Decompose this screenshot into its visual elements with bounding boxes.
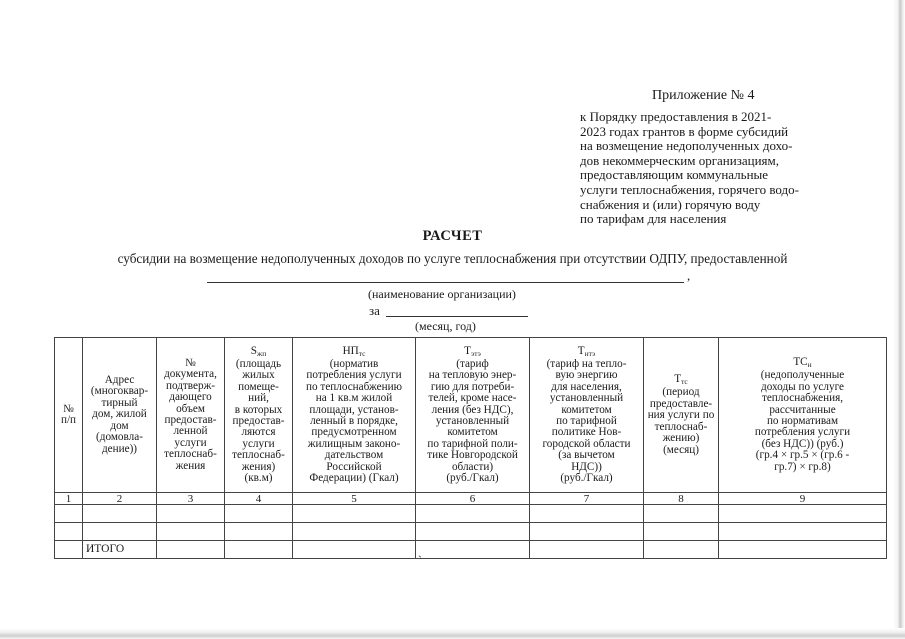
- appendix-line: по тарифам для населения: [580, 211, 727, 227]
- header-text-line: (месяц): [663, 443, 699, 456]
- header-text: [720, 370, 885, 473]
- column-number: 8: [644, 493, 719, 505]
- appendix-line: к Порядку предоставления в 2021-: [580, 109, 772, 124]
- table-row: [55, 505, 887, 523]
- header-row: [55, 338, 887, 493]
- header-text-line: гию для потреби-: [430, 380, 515, 393]
- table-cell[interactable]: [530, 541, 644, 559]
- header-text-line: потребления услуги: [754, 426, 851, 439]
- header-text-line: (площадь: [235, 357, 282, 370]
- header-text: [531, 359, 642, 484]
- total-label: ИТОГО: [83, 541, 157, 559]
- column-number: 5: [293, 493, 416, 505]
- header-text-line: площади, установ-: [309, 403, 399, 416]
- header-text-line: (домовла-: [96, 431, 143, 444]
- header-text-line: №: [63, 402, 74, 415]
- header-text-line: потребления услуги: [306, 369, 402, 382]
- header-text-line: (без НДС)) (руб.): [761, 437, 844, 450]
- header-text-line: ленный в порядке,: [310, 415, 398, 427]
- table-cell[interactable]: [416, 523, 530, 541]
- document-subtitle: субсидии на возмещение недополученных доходов по услуге теплоснабжения при отсутствии ОДПУ, предоставленной: [117, 251, 788, 266]
- column-number: 7: [530, 493, 644, 505]
- header-text-line: области): [451, 460, 494, 473]
- calculation-table: [54, 337, 887, 559]
- table-cell[interactable]: [225, 523, 293, 541]
- column-number: 3: [157, 493, 225, 505]
- column-number: 6: [416, 493, 530, 505]
- header-text: [84, 375, 155, 455]
- header-text-line: по тарифной: [556, 415, 617, 427]
- header-text-line: дом: [110, 419, 129, 432]
- table-cell[interactable]: [293, 523, 416, 541]
- organization-caption: (наименование организации): [368, 287, 516, 301]
- header-text-line: комитетом: [447, 426, 498, 439]
- header-text-line: дательством: [324, 449, 384, 462]
- header-text-line: жения: [175, 459, 206, 472]
- header-text-line: вую энергию: [555, 369, 618, 382]
- header-cell-period: [644, 338, 719, 493]
- header-text-line: предостав-: [232, 415, 285, 427]
- header-text-line: п/п: [60, 414, 77, 426]
- table-cell[interactable]: [55, 523, 83, 541]
- header-text-line: №: [185, 356, 196, 369]
- table-cell[interactable]: [530, 505, 644, 523]
- header-symbol: $Т_{нтэ}$: [577, 344, 596, 358]
- header-text-line: жилых: [242, 369, 275, 382]
- table-cell: [55, 541, 83, 559]
- stray-pen-mark: `: [418, 553, 422, 567]
- header-text-line: подтверж-: [165, 379, 216, 392]
- header-text-line: комитетом: [561, 403, 612, 416]
- appendix-line: 2023 годах грантов в форме субсидий: [580, 123, 789, 139]
- table-cell[interactable]: [83, 523, 157, 541]
- header-text: [645, 387, 717, 455]
- table-cell[interactable]: [416, 541, 530, 559]
- header-text-line: предоставле-: [649, 397, 713, 410]
- header-text-line: НДС)): [571, 460, 602, 473]
- header-text-line: Федерации) (Гкал): [309, 472, 399, 485]
- header-text-line: по теплоснабжению: [306, 380, 402, 393]
- table-cell[interactable]: [293, 541, 416, 559]
- column-number: 2: [83, 493, 157, 505]
- header-text-line: (гр.4 × гр.5 × (гр.6 -: [755, 449, 850, 462]
- appendix-text: [580, 110, 850, 227]
- header-symbol: $S_{жп}$: [250, 344, 267, 358]
- header-text-line: дающего: [169, 391, 212, 404]
- header-text-line: Адрес: [104, 374, 135, 387]
- header-text-line: (за вычетом: [558, 449, 615, 462]
- header-text: [56, 404, 81, 427]
- table-cell[interactable]: [530, 523, 644, 541]
- header-cell-num: [55, 338, 83, 493]
- table-cell[interactable]: [83, 505, 157, 523]
- header-text-line: теплоснаб-: [654, 420, 708, 433]
- header-cell-norm: [293, 338, 416, 493]
- appendix-line: снабжения и (или) горячую воду: [580, 196, 761, 212]
- header-text-line: установленный: [435, 415, 510, 427]
- header-text-line: Российской: [326, 460, 382, 473]
- table-cell[interactable]: [719, 523, 887, 541]
- table-cell[interactable]: [416, 505, 530, 523]
- column-number-row: [55, 493, 887, 505]
- header-text-line: документа,: [164, 368, 217, 381]
- header-text-line: дом, жилой: [92, 408, 147, 421]
- table-cell[interactable]: [719, 505, 887, 523]
- header-cell-lost-income: [719, 338, 887, 493]
- table-cell[interactable]: [293, 505, 416, 523]
- header-text-line: услуги: [242, 437, 275, 450]
- period-prefix: за: [369, 303, 380, 318]
- table-cell[interactable]: [644, 541, 719, 559]
- total-row: [55, 541, 887, 559]
- table-cell[interactable]: [644, 505, 719, 523]
- scan-edge-right: [893, 0, 905, 639]
- header-text-line: на тепловую энер-: [428, 369, 517, 382]
- header-text-line: тике Новгородской: [427, 449, 518, 462]
- header-text-line: на 1 кв.м жилой: [315, 392, 393, 405]
- header-text-line: городской области: [542, 437, 631, 450]
- document-title: РАСЧЕТ: [422, 228, 483, 244]
- header-text-line: предусмотренном: [311, 426, 397, 439]
- header-text: [417, 359, 528, 484]
- appendix-line: на возмещение недополученных дохо-: [580, 138, 793, 154]
- table-cell[interactable]: [157, 523, 225, 541]
- header-text-line: ленной: [173, 425, 208, 438]
- header-text-line: тирный: [101, 396, 138, 409]
- period-caption: (месяц, год): [415, 319, 476, 333]
- organization-name-blank[interactable]: [207, 282, 684, 283]
- column-number: 1: [55, 493, 83, 505]
- period-blank[interactable]: [386, 316, 528, 317]
- header-symbol: $ТС_н$: [793, 355, 812, 369]
- header-text-line: жения): [241, 460, 276, 473]
- header-text-line: для населения,: [551, 380, 622, 393]
- header-text-line: помеще-: [238, 380, 279, 393]
- header-symbol: $НП_{тс}$: [342, 344, 366, 358]
- header-text-line: телей, кроме насе-: [428, 392, 517, 405]
- table-row: [55, 523, 887, 541]
- header-text-line: ления (без НДС),: [431, 403, 514, 416]
- header-text-line: в которых: [234, 403, 283, 416]
- header-text-line: установленный: [549, 392, 624, 405]
- table-cell[interactable]: [225, 541, 293, 559]
- header-text-line: (период: [662, 386, 700, 399]
- column-number: 9: [719, 493, 887, 505]
- header-text-line: жению): [662, 432, 700, 445]
- appendix-line: дов некоммерческим организациям,: [580, 152, 779, 168]
- header-cell-tariff-population: [530, 338, 644, 493]
- header-text-line: теплоснаб-: [232, 449, 285, 462]
- header-symbol: $Т_{тс}$: [674, 373, 688, 387]
- table-cell[interactable]: [55, 505, 83, 523]
- header-text-line: по тарифной поли-: [427, 437, 518, 450]
- header-text-line: (кв.м): [244, 472, 273, 485]
- header-text-line: политике Нов-: [551, 426, 622, 439]
- header-text-line: теплоснаб-: [164, 448, 217, 461]
- header-symbol: $Т_{этэ}$: [464, 344, 481, 358]
- header-text-line: ния услуги по: [647, 409, 715, 422]
- header-text: [294, 359, 414, 484]
- header-text-line: (многоквар-: [90, 385, 149, 398]
- header-text-line: (тариф: [456, 357, 489, 370]
- header-text: [158, 358, 223, 472]
- scan-edge-bottom: [0, 628, 905, 639]
- header-text-line: доходы по услуге: [761, 380, 844, 393]
- appendix-title: Приложение № 4: [652, 88, 755, 103]
- header-text: [226, 359, 291, 484]
- header-text-line: (руб./Гкал): [560, 472, 613, 485]
- header-text-line: услуги: [174, 436, 207, 449]
- header-cell-area: [225, 338, 293, 493]
- header-text-line: (тариф на тепло-: [546, 357, 627, 370]
- header-cell-address: [83, 338, 157, 493]
- appendix-line: предоставляющим коммунальные: [580, 167, 769, 183]
- header-text-line: по нормативам: [766, 415, 839, 427]
- header-text-line: (руб./Гкал): [446, 472, 499, 485]
- organization-comma: ,: [687, 268, 691, 283]
- header-text-line: ний,: [248, 392, 269, 405]
- header-text-line: жилищным законо-: [307, 437, 401, 450]
- header-cell-document: [157, 338, 225, 493]
- table-cell[interactable]: [644, 523, 719, 541]
- table-cell[interactable]: [225, 505, 293, 523]
- header-text-line: гр.7) × гр.8): [774, 460, 831, 473]
- header-text-line: ляются: [241, 426, 276, 439]
- header-text-line: объем: [176, 402, 205, 415]
- table-cell[interactable]: [157, 541, 225, 559]
- column-number: 4: [225, 493, 293, 505]
- header-cell-tariff-others: [416, 338, 530, 493]
- header-text-line: рассчитанные: [769, 403, 836, 416]
- table-cell[interactable]: [719, 541, 887, 559]
- appendix-line: услуги теплоснабжения, горячего водо-: [580, 181, 799, 197]
- header-text-line: предостав-: [164, 414, 217, 426]
- header-text-line: теплоснабжения,: [761, 392, 844, 405]
- header-text-line: дение)): [101, 442, 138, 455]
- header-text-line: (норматив: [329, 357, 379, 370]
- table-cell[interactable]: [157, 505, 225, 523]
- header-text-line: (недополученные: [760, 369, 845, 382]
